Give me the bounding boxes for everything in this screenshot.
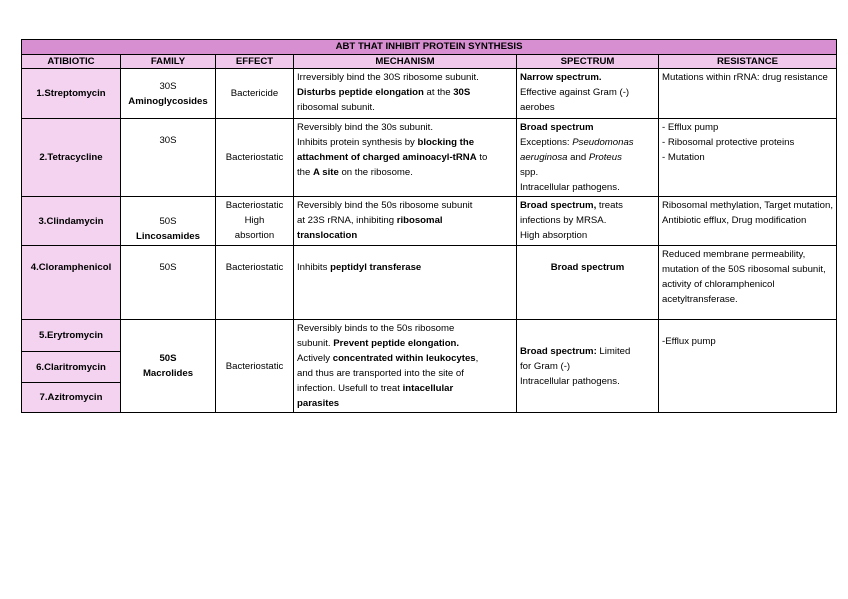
family-cell: [121, 197, 216, 246]
mechanism-text: ribosomal subunit.: [297, 102, 375, 113]
effect-text: High: [244, 215, 265, 226]
effect-cell: Bacteriostatic: [216, 119, 294, 197]
mechanism-text: Inhibits: [297, 262, 331, 273]
family-cell: [121, 320, 216, 413]
spectrum-text: treats: [596, 200, 623, 211]
table-title: ABT THAT INHIBIT PROTEIN SYNTHESIS: [22, 40, 837, 55]
header-resistance: RESISTANCE: [659, 55, 837, 69]
resistance-item: - Efflux pump: [662, 122, 719, 133]
spectrum-text: infections by MRSA.: [520, 215, 607, 226]
mechanism-text: Irreversibly bind the 30S ribosome subunit.: [297, 72, 479, 83]
spectrum-cell: [517, 197, 659, 246]
mechanism-bold: parasites: [297, 398, 340, 409]
spectrum-text: Limited: [596, 345, 631, 357]
table-row: [22, 119, 837, 197]
header-effect: EFFECT: [216, 55, 294, 69]
spectrum-text: Exceptions:: [520, 137, 573, 148]
mechanism-text: at the: [423, 87, 454, 98]
mechanism-bold: blocking the: [417, 137, 475, 148]
mechanism-text: the: [297, 167, 314, 178]
header-family: FAMILY: [121, 55, 216, 69]
mechanism-bold: ribosomal: [396, 215, 443, 226]
family-cell: 30S: [121, 119, 216, 197]
protein-synthesis-table: [21, 39, 837, 413]
mechanism-text: [297, 135, 513, 150]
spectrum-text: [520, 135, 655, 150]
mechanism-cell: [294, 119, 517, 197]
mechanism-text: ,: [475, 353, 479, 364]
mechanism-text: [297, 351, 513, 366]
family-class: Lincosamides: [136, 231, 200, 242]
mechanism-text: [297, 150, 513, 165]
mechanism-cell: [294, 69, 517, 119]
family-cell: 50S: [121, 246, 216, 320]
mechanism-text: [297, 85, 513, 100]
resistance-cell: Reduced membrane permeability, mutation of the 50S ribosomal subunit, activity of chloramphenicol acetyltransferase.: [659, 246, 837, 320]
mechanism-bold: attachment of charged aminoacyl-tRNA: [297, 152, 477, 163]
mechanism-text: Inhibits protein synthesis by: [297, 137, 418, 148]
spectrum-bold: Broad spectrum,: [520, 200, 597, 211]
mechanism-bold: translocation: [297, 230, 358, 241]
spectrum-cell: Broad spectrum: [517, 246, 659, 320]
mechanism-bold: intacellular: [402, 383, 454, 394]
drug-name: 6.Claritromycin: [22, 352, 121, 383]
mechanism-bold: A site: [313, 167, 339, 178]
spectrum-text: for Gram (-): [520, 360, 571, 372]
mechanism-text: Actively: [297, 353, 333, 364]
family-subunit: 30S: [159, 80, 177, 92]
family-subunit: 50S: [159, 353, 177, 364]
header-antibiotic: ATIBIOTIC: [22, 55, 121, 69]
table-row: [22, 320, 837, 352]
table-row: [22, 197, 837, 246]
spectrum-text: aerobes: [520, 102, 555, 113]
mechanism-bold: peptidyl transferase: [330, 262, 422, 273]
mechanism-bold: concentrated within leukocytes: [332, 353, 476, 364]
mechanism-text: on the ribosome.: [338, 167, 413, 178]
spectrum-text: Intracellular pathogens.: [520, 375, 620, 387]
spectrum-text: and: [567, 152, 589, 163]
table-row: [22, 246, 837, 320]
mechanism-cell: [294, 320, 517, 413]
mechanism-text: Reversibly bind the 50s ribosome subunit: [297, 200, 473, 211]
spectrum-italic: aeruginosa: [520, 152, 568, 163]
family-cell: [121, 69, 216, 119]
header-spectrum: SPECTRUM: [517, 55, 659, 69]
mechanism-text: and thus are transported into the site of: [297, 368, 464, 379]
mechanism-bold: Prevent peptide elongation.: [333, 338, 460, 349]
spectrum-bold: Broad spectrum:: [520, 345, 597, 357]
spectrum-italic: Pseudomonas: [572, 137, 634, 148]
effect-text: Bacteriostatic: [225, 200, 284, 211]
spectrum-text: [520, 150, 655, 165]
drug-name: 1.Streptomycin: [22, 69, 121, 119]
drug-name: 4.Cloramphenicol: [22, 246, 121, 320]
resistance-cell: Mutations within rRNA: drug resistance: [659, 69, 837, 119]
mechanism-text: [297, 165, 513, 180]
drug-name: 7.Azitromycin: [22, 383, 121, 413]
spectrum-bold: Narrow spectrum.: [520, 72, 602, 83]
header-mechanism: MECHANISM: [294, 55, 517, 69]
mechanism-text: infection. Usefull to treat: [297, 383, 403, 394]
resistance-cell: Ribosomal methylation, Target mutation, Antibiotic efflux, Drug modification: [659, 197, 837, 246]
effect-cell: Bactericide: [216, 69, 294, 119]
family-class: Aminoglycosides: [128, 95, 208, 107]
resistance-item: - Ribosomal protective proteins: [662, 137, 795, 148]
drug-name: 3.Clindamycin: [22, 197, 121, 246]
spectrum-text: Effective against Gram (-): [520, 87, 630, 98]
spectrum-cell: [517, 69, 659, 119]
mechanism-text: at 23S rRNA, inhibiting: [297, 215, 397, 226]
mechanism-bold: 30S: [453, 87, 471, 98]
drug-name: 5.Erytromycin: [22, 320, 121, 352]
mechanism-text: Reversibly bind the 30s subunit.: [297, 122, 433, 133]
spectrum-cell: [517, 119, 659, 197]
effect-cell: [216, 197, 294, 246]
table-row: [22, 69, 837, 119]
mechanism-bold: Disturbs peptide elongation: [297, 87, 424, 98]
effect-cell: Bacteriostatic: [216, 246, 294, 320]
resistance-cell: [659, 119, 837, 197]
mechanism-text: subunit.: [297, 338, 334, 349]
spectrum-bold: Broad spectrum: [520, 122, 594, 133]
mechanism-cell: [294, 246, 517, 320]
mechanism-text: Reversibly binds to the 50s ribosome: [297, 323, 455, 334]
mechanism-text: [297, 213, 513, 228]
effect-text: absortion: [234, 230, 275, 241]
spectrum-text: High absorption: [520, 230, 588, 241]
mechanism-text: [297, 336, 513, 351]
drug-name: 2.Tetracycline: [22, 119, 121, 197]
mechanism-text: [297, 381, 513, 396]
family-class: Macrolides: [142, 368, 194, 379]
family-subunit: 50S: [159, 216, 177, 227]
resistance-cell: -Efflux pump: [659, 320, 837, 413]
mechanism-cell: [294, 197, 517, 246]
mechanism-text: to: [476, 152, 488, 163]
spectrum-italic: Proteus: [588, 152, 622, 163]
spectrum-cell: [517, 320, 659, 413]
spectrum-text: [520, 344, 655, 359]
spectrum-text: [520, 198, 655, 213]
spectrum-text: spp.: [520, 167, 539, 178]
spectrum-text: Intracellular pathogens.: [520, 182, 620, 193]
resistance-item: - Mutation: [662, 152, 705, 163]
effect-cell: Bacteriostatic: [216, 320, 294, 413]
